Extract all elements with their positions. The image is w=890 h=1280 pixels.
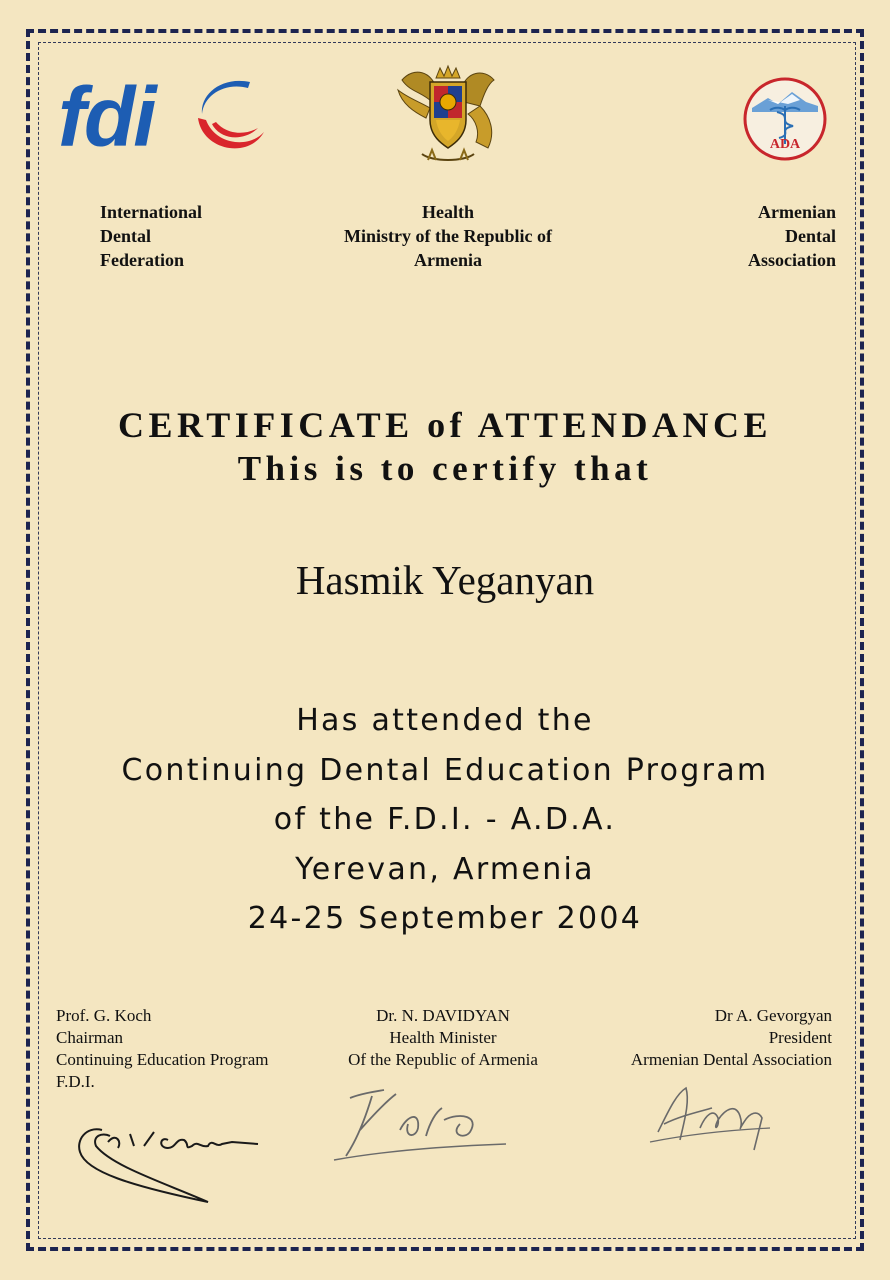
org-ada-name (748, 200, 836, 272)
signatory-koch (56, 1005, 268, 1093)
signatory-line: Continuing Education Program (56, 1050, 269, 1069)
signatory-line: Armenian Dental Association (630, 1050, 832, 1069)
org-line: Ministry of the Republic of (344, 226, 552, 246)
org-line: Dental (785, 226, 836, 246)
signatory-line: Dr. N. DAVIDYAN (376, 1006, 510, 1025)
ada-logo-text: ADA (769, 137, 801, 152)
signatory-davidyan (320, 1005, 566, 1071)
body-line: Continuing Dental Education Program (121, 752, 769, 788)
armenian-coat-of-arms-icon (392, 62, 504, 172)
signatory-line: Chairman (56, 1028, 124, 1047)
fdi-logo (58, 72, 268, 162)
org-ministry-name (300, 200, 596, 272)
org-line: Federation (100, 250, 184, 270)
certificate-subtitle: This is to certify that (237, 449, 653, 488)
body-line: 24-25 September 2004 (247, 901, 643, 936)
signatory-line: President (768, 1028, 832, 1047)
certificate-body (0, 696, 890, 944)
recipient-name: Hasmik Yeganyan (295, 557, 595, 603)
fdi-swoosh-icon (192, 74, 268, 160)
org-fdi-name (100, 200, 202, 272)
signature-gevorgyan (640, 1072, 790, 1172)
org-line: Armenia (414, 250, 482, 270)
certificate-title: CERTIFICATE of ATTENDANCE (118, 405, 772, 445)
armenian-coat-of-arms (392, 62, 504, 172)
signatory-line: Health Minister (389, 1028, 497, 1047)
ada-logo (742, 76, 828, 162)
org-line: Armenian (758, 202, 836, 222)
signatory-line: F.D.I. (56, 1072, 95, 1091)
signatory-line: Prof. G. Koch (56, 1006, 152, 1025)
body-line: Yerevan, Armenia (295, 851, 595, 887)
signatory-line: Of the Republic of Armenia (348, 1050, 538, 1069)
signatory-line: Dr A. Gevorgyan (714, 1006, 832, 1025)
body-line: Has attended the (296, 703, 594, 738)
signature-davidyan (330, 1072, 530, 1172)
org-line: Dental (100, 226, 151, 246)
org-line: Health (422, 202, 474, 222)
signatory-gevorgyan (631, 1005, 832, 1071)
signature-koch (72, 1112, 272, 1212)
body-line: of the F.D.I. - A.D.A. (273, 802, 617, 837)
ada-caduceus-icon (742, 76, 828, 162)
org-line: Association (747, 250, 836, 270)
org-line: International (100, 202, 203, 222)
fdi-logo-text: fdi (58, 70, 155, 164)
